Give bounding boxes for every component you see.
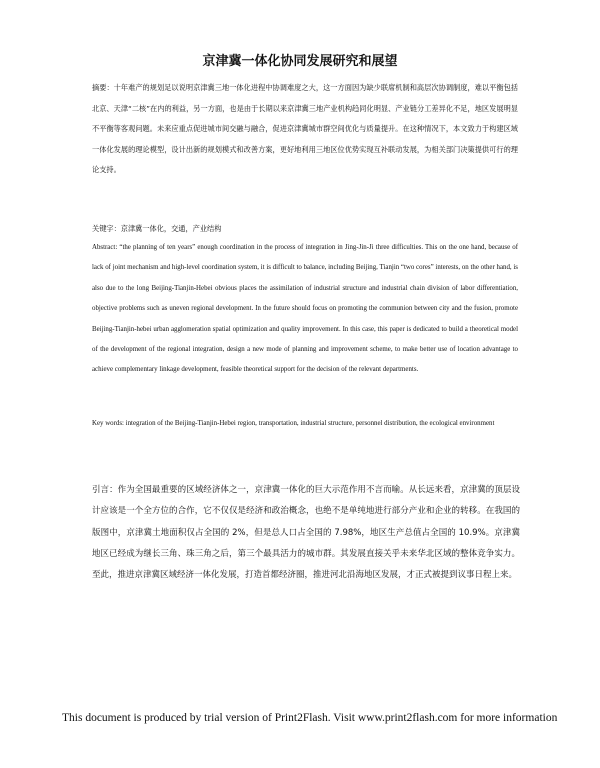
chinese-keywords: 关键字：京津冀一体化，交通，产业结构 [92,224,222,233]
paper-title: 京津冀一体化协同发展研究和展望 [202,54,398,69]
trial-watermark-footer: This document is produced by trial version of Print2Flash. Visit www.print2flash.com for more information [62,712,558,724]
chinese-abstract: 摘要：十年难产的规划足以说明京津冀三地一体化进程中协调难度之大，这一方面因为缺少联席机制和高层次协调制度，难以平衡包括北京、天津“二核”在内的利益，另一方面，也是由于长期以来京津冀三地产业机构趋同化明显、产业链分工差异化不足，地区发展明显不平衡等客观问题。未来应重点促进城市间交融与融合，促进京津冀城市群空间优化与质量提升。在这种情况下，本文致力于构建区域一体化发展的理论模型，设计出新的规划模式和改善方案，更好地利用三地区位优势实现互补联动发展，为相关部门决策提供可行的理论支持。 [92,83,518,174]
english-abstract: Abstract: “the planning of ten years” enough coordination in the process of integration in Jing-Jin-Ji three difficulties. This on the one hand, because of lack of joint mechanism and high-level coordination system, it is difficult to balance, including Beijing, Tianjin “two cores” interests, on the other hand, is also due to the long Beijing-Tianjin-Hebei obvious places the assimilation of industrial structure and industrial chain division of labor differentiation, objective problems such as uneven regional development. In the future should focus on promoting the communion between city and the fusion, promote Beijing-Tianjin-hebei urban agglomeration spatial optimization and quality improvement. In this case, this paper is dedicated to build a theoretical model of the development of the regional integration, design a new mode of planning and improvement scheme, to make better use of location advantage to achieve complementary linkage development, feasible theoretical support for the decision of the relevant departments. [92,244,518,374]
introduction-paragraph: 引言：作为全国最重要的区域经济体之一，京津冀一体化的巨大示范作用不言而喻。从长远来看，京津冀的顶层设计应该是一个全方位的合作，它不仅仅是经济和政治概念，也绝不是单纯地进行部分产业和企业的转移。在我国的版图中，京津冀土地面积仅占全国的 2%，但是总人口占全国的 7.98%，地区生产总值占全国的 10.9%。京津冀地区已经成为继长三角、珠三角之后，第三个最具活力的城市群。其发展直接关乎未来华北区域的整体竞争实力。至此，推进京津冀区域经济一体化发展，打造首都经济圈，推进河北沿海地区发展，才正式被提到议事日程上来。 [92,485,520,581]
english-keywords: Key words: integration of the Beijing-Tianjin-Hebei region, transportation, industrial structure, personnel distribution, the ecological environment [92,420,495,427]
